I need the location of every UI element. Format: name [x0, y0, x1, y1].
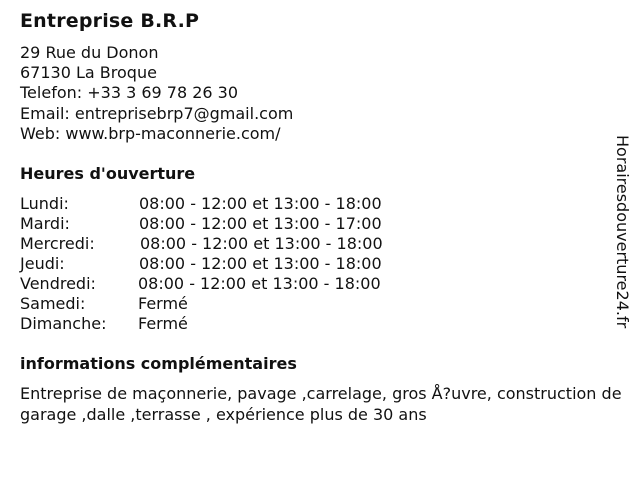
- day-hours: Fermé: [138, 294, 188, 313]
- day-hours: 08:00 - 12:00 et 13:00 - 17:00: [139, 214, 382, 233]
- business-name: Entreprise B.R.P: [20, 10, 200, 32]
- day-hours: 08:00 - 12:00 et 13:00 - 18:00: [140, 234, 383, 253]
- day-label: Vendredi:: [20, 274, 96, 293]
- day-label: Samedi:: [20, 294, 86, 313]
- day-label: Dimanche:: [20, 314, 107, 333]
- day-label: Mercredi:: [20, 234, 95, 253]
- contact-block: [20, 43, 293, 144]
- info-description: Entreprise de maçonnerie, pavage ,carrelage, gros Å?uvre, construction de garage ,dalle ,terrasse , expérience plus de 30 ans: [20, 384, 622, 424]
- address-street: 29 Rue du Donon: [20, 43, 159, 62]
- website-line: Web: www.brp-maconnerie.com/: [20, 123, 281, 143]
- email-line: Email: entreprisebrp7@gmail.com: [20, 103, 294, 123]
- day-label: Mardi:: [20, 214, 70, 233]
- phone-line: Telefon: +33 3 69 78 26 30: [20, 83, 239, 103]
- day-hours: 08:00 - 12:00 et 13:00 - 18:00: [138, 274, 381, 293]
- day-label: Lundi:: [20, 194, 69, 213]
- address-city: 67130 La Broque: [20, 63, 157, 83]
- info-heading: informations complémentaires: [20, 354, 297, 373]
- watermark: [612, 135, 632, 345]
- day-label: Jeudi:: [20, 254, 65, 273]
- watermark-text: Horairesdouverture24.fr: [613, 135, 632, 329]
- day-hours: 08:00 - 12:00 et 13:00 - 18:00: [139, 254, 382, 273]
- hours-heading: Heures d'ouverture: [20, 164, 196, 183]
- day-hours: 08:00 - 12:00 et 13:00 - 18:00: [139, 194, 382, 213]
- day-hours: Fermé: [138, 314, 188, 333]
